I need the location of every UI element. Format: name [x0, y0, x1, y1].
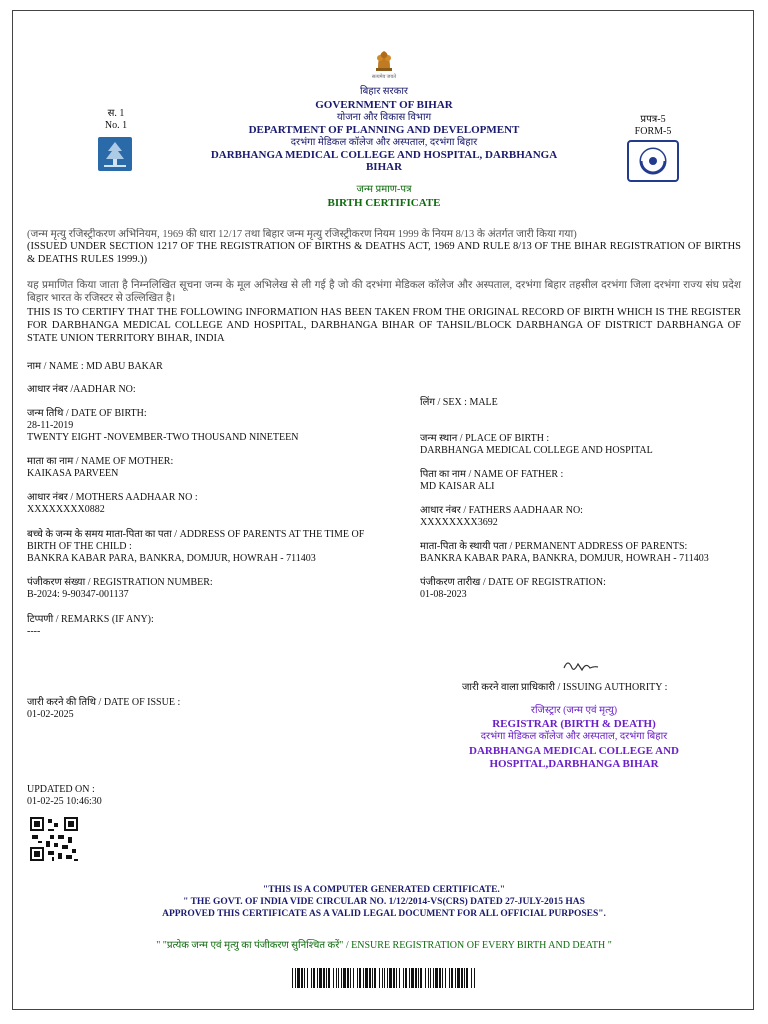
barcode-bar — [466, 968, 468, 988]
hospital-hindi: दरभंगा मेडिकल कॉलेज और अस्पताल, दरभंगा बिहार — [290, 137, 478, 148]
footer-circular: " THE GOVT. OF INDIA VIDE CIRCULAR NO. 1/12/2014-VS(CRS) DATED 27-JULY-2015 HAS — [183, 897, 585, 907]
barcode-bar — [439, 968, 441, 988]
permanent-address-label: माता-पिता के स्थायी पता / PERMANENT ADDRESS OF PARENTS: — [420, 541, 688, 552]
address-at-birth-value: BANKRA KABAR PARA, BANKRA, DOMJUR, HOWRAH - 711403 — [27, 553, 316, 564]
sex: लिंग / SEX : MALE — [420, 397, 498, 408]
permanent-address-value: BANKRA KABAR PARA, BANKRA, DOMJUR, HOWRAH - 711403 — [420, 553, 709, 564]
registration-date-value: 01-08-2023 — [420, 589, 467, 600]
place-of-birth-label: जन्म स्थान / PLACE OF BIRTH : — [420, 433, 550, 444]
barcode-bar — [415, 968, 417, 988]
barcode-bar — [338, 968, 339, 988]
barcode-bar — [336, 968, 337, 988]
crs-logo-icon — [627, 140, 679, 182]
registration-number-label: पंजीकरण संख्या / REGISTRATION NUMBER: — [27, 577, 213, 588]
barcode-bar — [399, 968, 400, 988]
barcode-bar — [420, 968, 422, 988]
mother-name-label: माता का नाम / NAME OF MOTHER: — [27, 456, 174, 467]
barcode-bar — [333, 968, 334, 988]
department-hindi: योजना और विकास विभाग — [336, 112, 432, 123]
barcode-bar — [449, 968, 450, 988]
barcode-bar — [474, 968, 475, 988]
barcode-bar — [319, 968, 322, 988]
serial-number-hindi: स. 1 — [107, 108, 125, 119]
dob-value: 28-11-2019 — [27, 420, 74, 431]
barcode-bar — [343, 968, 346, 988]
barcode-bar — [461, 968, 463, 988]
barcode-bar — [409, 968, 410, 988]
child-name: नाम / NAME : MD ABU BAKAR — [27, 361, 163, 372]
registrar-hospital-hindi: दरभंगा मेडिकल कॉलेज और अस्पताल, दरभंगा बिहार — [480, 731, 668, 742]
registrar-signature — [560, 654, 600, 676]
emblem-motto: सत्यमेव जयते — [371, 75, 397, 80]
serial-number: No. 1 — [104, 120, 128, 131]
barcode-bar — [396, 968, 397, 988]
barcode-bar — [323, 968, 325, 988]
date-of-issue-value: 01-02-2025 — [27, 709, 74, 720]
barcode-bar — [292, 968, 293, 988]
barcode-bar — [341, 968, 342, 988]
barcode-bar — [425, 968, 426, 988]
dob-words: TWENTY EIGHT -NOVEMBER-TWO THOUSAND NINETEEN — [27, 432, 299, 443]
barcode-bar — [307, 968, 308, 988]
issuing-authority-label: जारी करने वाला प्राधिकारी / ISSUING AUTHORITY : — [462, 682, 668, 693]
father-aadhaar-label: आधार नंबर / FATHERS AADHAAR NO: — [420, 505, 583, 516]
hospital-english-line1: DARBHANGA MEDICAL COLLEGE AND HOSPITAL, DARBHANGA — [210, 149, 558, 161]
barcode-bar — [357, 968, 358, 988]
barcode-bar — [435, 968, 438, 988]
barcode-bar — [379, 968, 380, 988]
registration-date-label: पंजीकरण तारीख / DATE OF REGISTRATION: — [420, 577, 606, 588]
father-name-value: MD KAISAR ALI — [420, 481, 495, 492]
barcode-bar — [442, 968, 443, 988]
remarks-label: टिप्पणी / REMARKS (IF ANY): — [27, 614, 154, 625]
address-at-birth-label-1: बच्चे के जन्म के समय माता-पिता का पता / ADDRESS OF PARENTS AT THE TIME OF — [27, 529, 365, 540]
form-number-hindi: प्रपत्र-5 — [640, 114, 666, 125]
address-at-birth-label-2: BIRTH OF THE CHILD : — [27, 541, 132, 552]
barcode-bar — [328, 968, 330, 988]
issued-under-hindi: (जन्म मृत्यु रजिस्ट्रीकरण अभिनियम, 1969 की धारा 12/17 तथा बिहार जन्म मृत्यु रजिस्ट्रीकरण नियम 1999 के नियम 8/13 के अंतर्गत जारी किया गया) — [27, 229, 577, 240]
certificate-title: BIRTH CERTIFICATE — [327, 197, 441, 209]
updated-on-value: 01-02-25 10:46:30 — [27, 796, 102, 807]
barcode-bar — [374, 968, 376, 988]
barcode-bar — [313, 968, 315, 988]
barcode-bar — [389, 968, 392, 988]
barcode-bar — [369, 968, 371, 988]
barcode-bar — [353, 968, 354, 988]
certify-hindi: यह प्रमाणित किया जाता है निम्नलिखित सूचना जन्म के मूल अभिलेख से ली गई है जो की दरभंगा मेडिकल कॉलेज और अस्पताल, दरभंगा बिहार तहसील दरभंगा जिला दरभंगा राज्य संघ प्रदेश बिहार भारत के रजिस्टर से उल्लिखित है। — [27, 280, 741, 304]
barcode-bar — [428, 968, 429, 988]
barcode-bar — [471, 968, 472, 988]
hospital-english-line2: BIHAR — [365, 161, 403, 173]
remarks-value: ---- — [27, 626, 41, 637]
registrar-hospital-line2: HOSPITAL,DARBHANGA BIHAR — [489, 758, 659, 770]
barcode-bar — [455, 968, 456, 988]
barcode-bar — [464, 968, 465, 988]
barcode-bar — [445, 968, 446, 988]
barcode-bar — [411, 968, 414, 988]
mother-aadhaar-label: आधार नंबर / MOTHERS AADHAAR NO : — [27, 492, 198, 503]
father-aadhaar-value: XXXXXXXX3692 — [420, 517, 498, 528]
department-english: DEPARTMENT OF PLANNING AND DEVELOPMENT — [248, 124, 520, 136]
footer-approval: APPROVED THIS CERTIFICATE AS A VALID LEGAL DOCUMENT FOR ALL OFFICIAL PURPOSES". — [162, 909, 606, 919]
updated-on-label: UPDATED ON : — [27, 784, 95, 795]
state-hindi: बिहार सरकार — [360, 86, 408, 97]
bihar-state-logo-icon — [98, 137, 132, 171]
mother-aadhaar-value: XXXXXXXX0882 — [27, 504, 105, 515]
barcode-bar — [403, 968, 404, 988]
barcode-bar — [418, 968, 419, 988]
barcode-bar — [326, 968, 327, 988]
mother-name-value: KAIKASA PARVEEN — [27, 468, 119, 479]
barcode-bar — [295, 968, 296, 988]
barcode-bar — [451, 968, 453, 988]
form-number: FORM-5 — [634, 126, 672, 137]
barcode-bar — [359, 968, 361, 988]
barcode-bar — [317, 968, 318, 988]
barcode-bar — [363, 968, 364, 988]
issued-under-english: (ISSUED UNDER SECTION 1217 OF THE REGISTRATION OF BIRTHS & DEATHS ACT, 1969 AND RULE 8/13 OF THE BIHAR REGISTRATION OF BIRTHS & DEATHS RULES 1999.)) — [27, 241, 741, 265]
barcode-bar — [311, 968, 312, 988]
barcode-bar — [393, 968, 395, 988]
aadhar-label: आधार नंबर /AADHAR NO: — [27, 384, 136, 395]
barcode-bar — [433, 968, 434, 988]
registration-number-value: B-2024: 9-90347-001137 — [27, 589, 129, 600]
barcode-bar — [304, 968, 305, 988]
barcode-icon — [292, 968, 476, 988]
father-name-label: पिता का नाम / NAME OF FATHER : — [420, 469, 564, 480]
footer-computer-generated: "THIS IS A COMPUTER GENERATED CERTIFICATE." — [262, 885, 506, 895]
certify-english: THIS IS TO CERTIFY THAT THE FOLLOWING INFORMATION HAS BEEN TAKEN FROM THE ORIGINAL RECORD OF BIRTH WHICH IS THE REGISTER FOR DARBHANGA MEDICAL COLLEGE AND HOSPITAL, DARBHANGA BIHAR OF TAHSIL/BLOCK DARBHANGA OF DISTRICT DARBHANGA OF STATE UNION TERRITORY BIHAR, INDIA — [27, 307, 741, 344]
barcode-bar — [365, 968, 368, 988]
barcode-bar — [405, 968, 407, 988]
qr-code-icon — [28, 815, 80, 863]
registrar-hospital-line1: DARBHANGA MEDICAL COLLEGE AND — [469, 745, 679, 757]
state-english: GOVERNMENT OF BIHAR — [315, 99, 453, 111]
barcode-bar — [301, 968, 303, 988]
barcode-bar — [372, 968, 373, 988]
registrar-title: REGISTRAR (BIRTH & DEATH) — [492, 718, 656, 730]
certificate-title-hindi: जन्म प्रमाण-पत्र — [356, 184, 412, 195]
place-of-birth-value: DARBHANGA MEDICAL COLLEGE AND HOSPITAL — [420, 445, 653, 456]
barcode-bar — [387, 968, 388, 988]
registrar-title-hindi: रजिस्ट्रार (जन्म एवं मृत्यु) — [530, 705, 618, 716]
barcode-bar — [430, 968, 431, 988]
barcode-bar — [382, 968, 383, 988]
barcode-bar — [457, 968, 460, 988]
dob-label: जन्म तिथि / DATE OF BIRTH: — [27, 408, 147, 419]
barcode-bar — [384, 968, 385, 988]
barcode-bar — [347, 968, 349, 988]
barcode-bar — [297, 968, 300, 988]
barcode-bar — [350, 968, 351, 988]
date-of-issue-label: जारी करने की तिथि / DATE OF ISSUE : — [27, 697, 181, 708]
footer-slogan: " "प्रत्येक जन्म एवं मृत्यु का पंजीकरण सुनिश्चित करें" / ENSURE REGISTRATION OF EVERY BIRTH AND DEATH " — [156, 940, 612, 951]
